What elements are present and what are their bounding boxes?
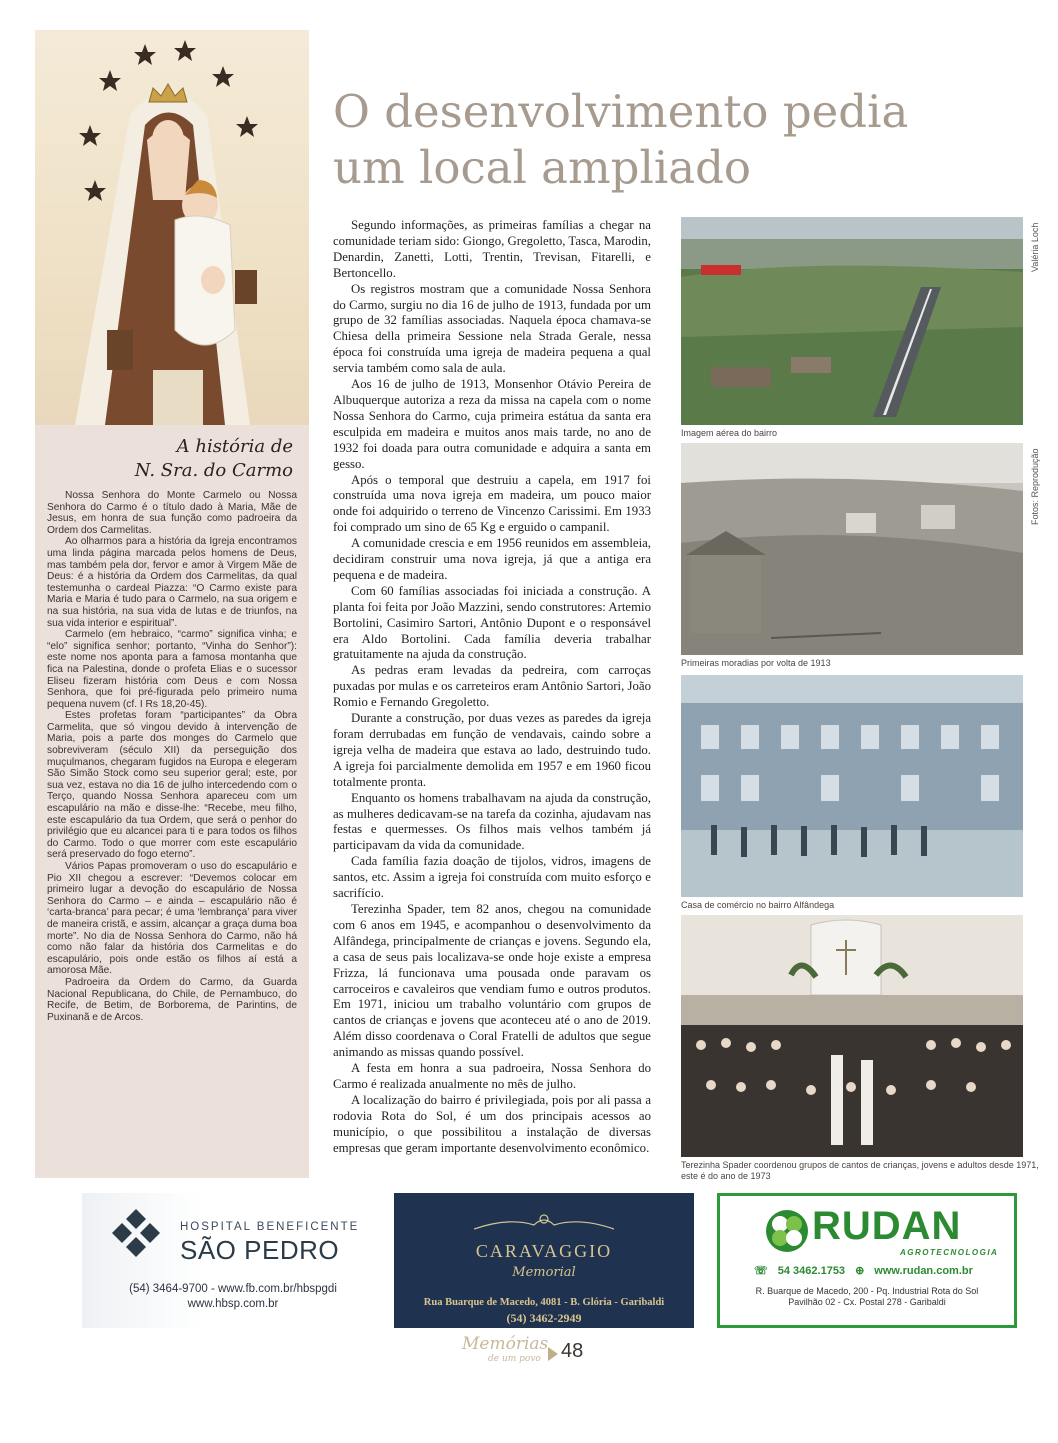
rudan-ad[interactable]	[717, 1193, 1017, 1328]
rudan-address	[720, 1286, 1014, 1308]
our-lady-carmel-illustration	[35, 30, 309, 425]
sidebar-article	[47, 490, 297, 1023]
article-paragraph: As pedras eram levadas da pedreira, com carroças puxadas por mulas e os carreteiros eram Antônio Sartori, João Romio e Fernando Gregoletto.	[333, 663, 651, 710]
rudan-phone: 54 3462.1753	[777, 1265, 846, 1277]
sidebar-paragraph: Vários Papas promoveram o uso do escapulário e Pio XII chegou a escrever: “Devemos colocar em primeiro lugar a devoção do escapulário de Nossa Senhora do Carmo – e ainda – escapulário não é ‘carta-branca’ para pecar; é uma ‘lembrança’ para viver de maneira cristã, e assim, alcançar a graça duma boa morte”. No dia de Nossa Senhora do Carmo, não há como não falar da história dos Carmelitas e do escapulário, pois onde estão os filhos aí está a amorosa Mãe.	[47, 861, 297, 977]
article-paragraph: Os registros mostram que a comunidade Nossa Senhora do Carmo, surgiu no dia 16 de julho de 1913, fundada por um grupo de 32 famílias associadas. Naquela época chamava-se Chiesa della primeira Sessione nela Strada Gerale, nessa época foi construída uma igreja de madeira pequena a qual servia também como sala de aula.	[333, 281, 651, 376]
early-houses-photo	[681, 443, 1023, 655]
sidebar-paragraph: Ao olharmos para a história da Igreja encontramos uma linda página marcada pelos homens de Deus, mas também pela dor, fervor e amor à Virgem Mãe de Deus: é a história da Ordem dos Carmelitas, da qual testemunha o cardeal Piazza: “O Carmo existe para Maria e Maria é tudo para o Carmelo, na sua origem e na sua história, na sua vida de lutas e de triunfos, na sua vida interior e espiritual”.	[47, 536, 297, 629]
article-paragraph: A comunidade crescia e em 1956 reunidos em assembleia, decidiram construir uma nova igreja, já que a antiga era pequena e de madeira.	[333, 536, 651, 582]
hospital-contact-line2: www.hbsp.com.br	[187, 1298, 279, 1310]
sidebar-panel	[35, 30, 309, 1178]
article-paragraph: Terezinha Spader, tem 82 anos, chegou na comunidade com 6 anos em 1945, e acompanhou o desenvolvimento da Alfândega, principalmente de crianças e jovens. Segundo ela, a casa de seus pais localizava-se onde hoje existe a empresa Frizza, lá funcionava uma pousada onde paravam os carroceiros e cavaleiros que vendiam fumo e outros produtos. Em 1971, iniciou um trabalho voluntário com grupos de cantos de crianças e jovens que aconteceu até o ano de 2019. Além disso coordenava o Coral Fratelli de adultos que segue animando as missas quando possível.	[333, 901, 651, 1060]
memorial-phone: (54) 3462-2949	[506, 1311, 582, 1325]
sidebar-title-line2: N. Sra. do Carmo	[134, 460, 293, 481]
hospital-small-title: HOSPITAL BENEFICENTE	[180, 1221, 360, 1233]
rudan-contact	[754, 1264, 983, 1277]
photo3-caption: Casa de comércio no bairro Alfândega	[681, 900, 835, 910]
photo1-caption: Imagem aérea do bairro	[681, 428, 778, 438]
memorial-subtitle: Memorial	[512, 1265, 576, 1280]
rudan-subtitle: AGROTECNOLOGIA	[900, 1248, 999, 1257]
article-paragraph: Cada família fazia doação de tijolos, vidros, imagens de santos, etc. Assim a igreja foi construída com muito esforço e sacrifício.	[333, 854, 651, 901]
memorias-logo-line2: de um povo	[488, 1354, 541, 1364]
article-paragraph: Após o temporal que destruiu a capela, em 1917 foi construída uma nova igreja em madeira, um pouco maior onde foi adquirido o terreno de Vincenzo Carissimi. Em 1933 foi comprado um sino de 65 Kg e erguido o campanil.	[333, 472, 651, 535]
article-paragraph: Segundo informações, as primeiras famílias a chegar na comunidade teriam sido: Giongo, Gregoletto, Tasca, Marodin, Denardin, Zanetti, Lotti, Trentin, Trevisan, Fitarelli, e Bertoncello.	[333, 218, 652, 280]
article-paragraph: A localização do bairro é privilegiada, pois por ali passa a rodovia Rota do Sol, é um dos principais acessos ao município, o que possibilitou a instalação de diversas empresas que geram importante desenvolvimento econômico.	[333, 1092, 651, 1155]
memorial-address: Rua Buarque de Macedo, 4081 - B. Glória - Garibaldi	[423, 1297, 665, 1308]
sidebar-title	[55, 435, 293, 483]
article-paragraph: Com 60 famílias associadas foi iniciada a construção. A planta foi feita por João Mazzini, sendo construtores: Artemio Bortolini, Casimiro Sartori, Antônio Dupont e o responsável era Aldo Bortolini. Cada família deveria trabalhar gratuitamente na ajuda da construção.	[333, 583, 651, 662]
hospital-cross-logo-icon	[112, 1209, 160, 1257]
photo2-credit: Fotos: Reprodução	[1030, 448, 1040, 525]
phone-icon: ☏	[754, 1265, 768, 1277]
choir-photo	[681, 915, 1023, 1157]
memorias-logo	[458, 1334, 558, 1374]
hospital-name: SÃO PEDRO	[180, 1235, 340, 1265]
sidebar-paragraph: Estes profetas foram “participantes” da Obra Carmelita, que só vingou devido à intervenção de Maria, pois a parte dos monges do Carmelo que sobreviveram (século XII) da perseguição dos muçulmanos, chegaram fugidos na Europa e elegeram São Simão Stock como seu superior geral; este, por sua vez, estava no dia 16 de julho intercedendo com o Terço, quando Nossa Senhora apareceu com um escapulário na mão e disse-lhe: “Recebe, meu filho, este escapulário da tua Ordem, que será o penhor do privilégio que eu alcancei para ti e para todos os filhos do Carmo. Todo o que morrer com este escapulário será preservado do fogo eterno”.	[47, 710, 297, 861]
main-article	[333, 218, 651, 1156]
headline-line1: O desenvolvimento pedia	[333, 85, 909, 138]
sidebar-title-line1: A história de	[176, 436, 293, 457]
article-paragraph: A festa em honra a sua padroeira, Nossa Senhora do Carmo é realizada anualmente no mês de julho.	[333, 1061, 651, 1091]
hospital-contact-line1: (54) 3464-9700 - www.fb.com.br/hbspgdi	[129, 1283, 337, 1295]
article-paragraph: Durante a construção, por duas vezes as paredes da igreja foram derrubadas em função de vendavais, caindo sobre a igreja velha de madeira que estava ao lado, destruindo tudo. A igreja foi parcialmente demolida em 1957 e em 1960 ficou totalmente pronta.	[333, 711, 651, 789]
hospital-contact	[82, 1282, 384, 1312]
rudan-address-line1: R. Buarque de Macedo, 200 - Pq. Industrial Rota do Sol	[755, 1286, 979, 1296]
article-paragraph: Enquanto os homens trabalhavam na ajuda da construção, as mulheres dedicavam-se na tarefa da cozinha, ajudavam nas festas e quermesses. Os filhos mais velhos também já participavam da vida da comunidade.	[333, 790, 651, 853]
page-number: 48	[561, 1340, 584, 1362]
article-paragraph: Aos 16 de julho de 1913, Monsenhor Otávio Pereira de Albuquerque autoriza a reza da missa na capela com o nome Nossa Senhora do Carmo, cuja primeira estátua da santa era esculpida em madeira e muitos anos mais tarde, no ano de 1932 foi doada para outra comunidade e adquira a santa em gesso.	[333, 377, 651, 471]
sidebar-paragraph: Padroeira da Ordem do Carmo, da Guarda Nacional Republicana, do Chile, de Pernambuco, do Recife, de Betim, de Borborema, de Parintins, de Puxinanã e de Arcos.	[47, 976, 297, 1023]
photo2-caption: Primeiras moradias por volta de 1913	[681, 658, 831, 668]
page-headline	[333, 84, 953, 196]
photo1-credit: Valéria Loch	[1030, 222, 1040, 272]
rudan-address-line2: Pavilhão 02 - Cx. Postal 278 - Garibaldi	[788, 1297, 946, 1307]
photo4-caption: Terezinha Spader coordenou grupos de cantos de crianças, jovens e adultos desde 1971, este é do ano de 1973	[681, 1160, 1039, 1181]
rudan-site: www.rudan.com.br	[874, 1265, 973, 1277]
rudan-name: RUDAN	[812, 1204, 962, 1248]
memorial-name: CARAVAGGIO	[475, 1241, 613, 1261]
globe-icon: ⊕	[855, 1265, 865, 1277]
sidebar-paragraph: Carmelo (em hebraico, “carmo” significa vinha; e “elo” significa senhor; portanto, “Vinha do Senhor”): este nome nos aponta para a famosa montanha que fica na Palestina, donde o profeta Elias e o sucessor Eliseu fizeram história com Deus e com Nossa Senhora, que foi pré-figurada pelo primeiro numa pequena nuvem (cf. I Rs 18,20-45).	[47, 629, 297, 710]
hospital-ad[interactable]	[82, 1193, 384, 1328]
memorial-ad[interactable]	[394, 1193, 694, 1328]
floral-ornament-icon	[474, 1207, 614, 1237]
headline-line2: um local ampliado	[333, 141, 751, 194]
page-arrow-icon	[548, 1347, 558, 1361]
commerce-house-photo	[681, 675, 1023, 897]
aerial-photo	[681, 217, 1023, 425]
rudan-leaf-logo-icon	[764, 1208, 810, 1254]
sidebar-paragraph: Nossa Senhora do Monte Carmelo ou Nossa Senhora do Carmo é o título dado à Maria, Mãe de Jesus, em honra de sua função como padroeira da Ordem dos Carmelitas.	[47, 490, 297, 536]
memorias-logo-line1: Memórias	[462, 1334, 549, 1354]
